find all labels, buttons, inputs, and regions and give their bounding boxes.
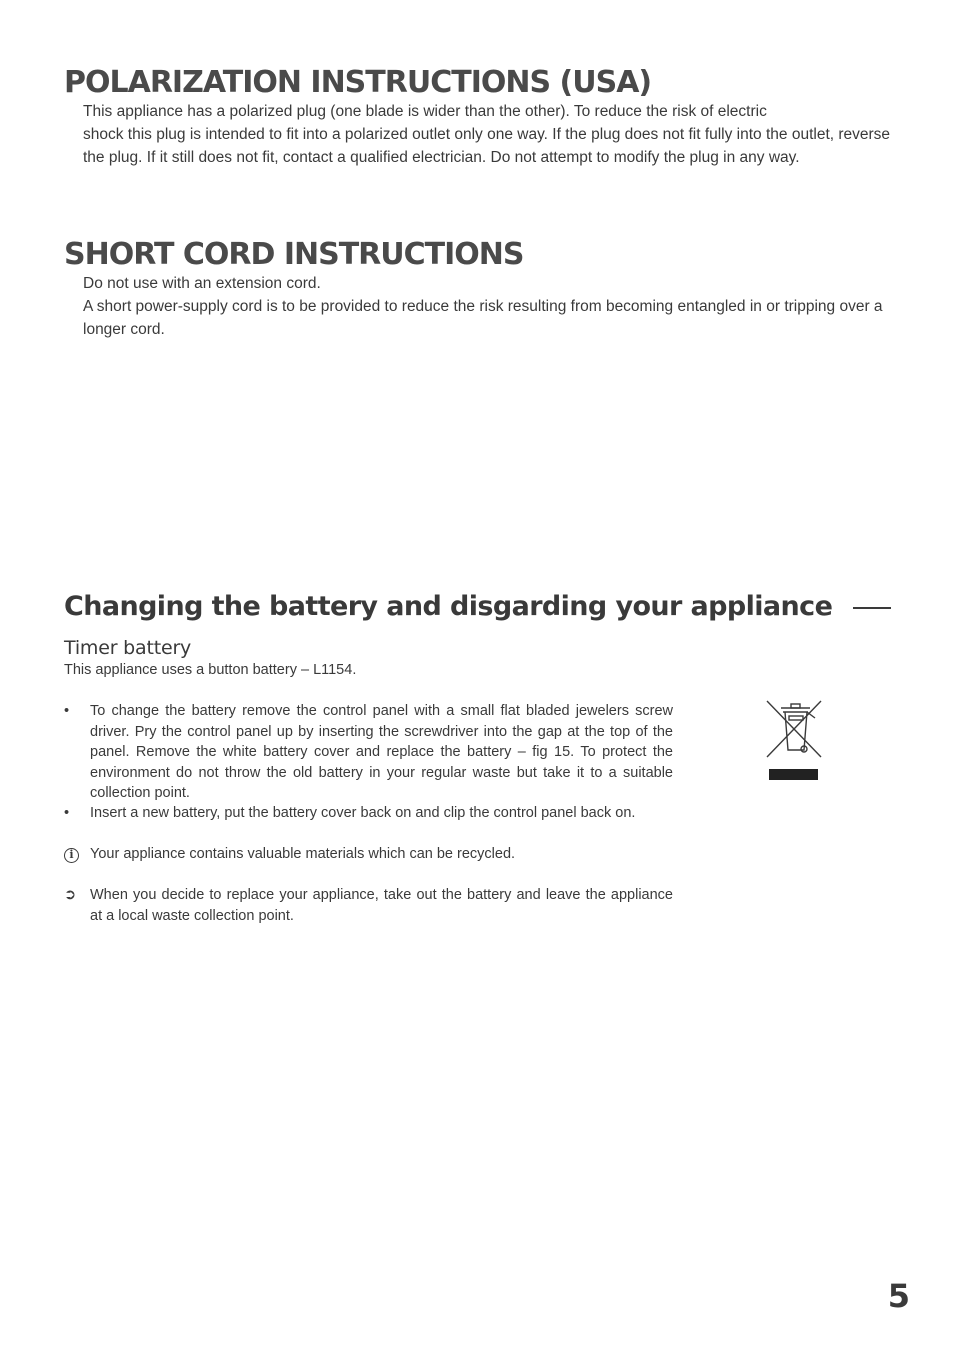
arrow-note-text: When you decide to replace your appliance, take out the battery and leave the appliance at a local waste collection point. — [90, 887, 673, 924]
polarization-line-2: shock this plug is intended to fit into a polarized outlet only one way. If the plug does not fit fully into the outlet, reverse the plug. If it still does not fit, contact a qualified electrician. Do not attempt to modify the plug in any way. — [83, 126, 891, 166]
crossed-out-wheelie-bin-icon — [764, 700, 824, 782]
short-cord-line-2: A short power-supply cord is to be provided to reduce the risk resulting from becoming entangled in or tripping over a longer cord. — [83, 298, 883, 338]
arrow-note — [64, 885, 673, 926]
polarization-line-1: This appliance has a polarized plug (one blade is wider than the other). To reduce the risk of electric — [83, 103, 767, 120]
bullet-marker: • — [64, 703, 70, 719]
battery-intro: This appliance uses a button battery – L1154. — [64, 662, 357, 678]
info-note — [64, 844, 673, 865]
list-item-text: Insert a new battery, put the battery cover back on and clip the control panel back on. — [90, 805, 636, 821]
info-marker — [64, 844, 90, 865]
short-cord-heading: SHORT CORD INSTRUCTIONS — [64, 237, 524, 272]
battery-heading: Changing the battery and disgarding your appliance — [64, 591, 833, 622]
short-cord-text — [83, 272, 898, 341]
timer-battery-subheading: Timer battery — [64, 637, 192, 659]
polarization-heading: POLARIZATION INSTRUCTIONS (USA) — [64, 65, 652, 100]
list-item — [64, 701, 673, 804]
page-number: 5 — [887, 1277, 910, 1315]
short-cord-line-1: Do not use with an extension cord. — [83, 275, 321, 292]
bullet-marker: • — [64, 805, 70, 821]
info-icon: i — [64, 848, 79, 863]
arrow-icon: ➲ — [64, 887, 77, 903]
polarization-text — [83, 100, 898, 169]
list-item — [64, 803, 673, 824]
list-item-text: To change the battery remove the control panel with a small flat bladed jewelers screw driver. Pry the control panel up by inserting the screwdriver into the gap at the top of the panel. Remove the white battery cover and replace the battery – fig 15. To protect the environment do not throw the old battery in your regular waste but take it to a suitable collection point. — [90, 703, 673, 801]
info-note-text: Your appliance contains valuable materials which can be recycled. — [90, 846, 516, 862]
heading-rule — [853, 607, 891, 609]
